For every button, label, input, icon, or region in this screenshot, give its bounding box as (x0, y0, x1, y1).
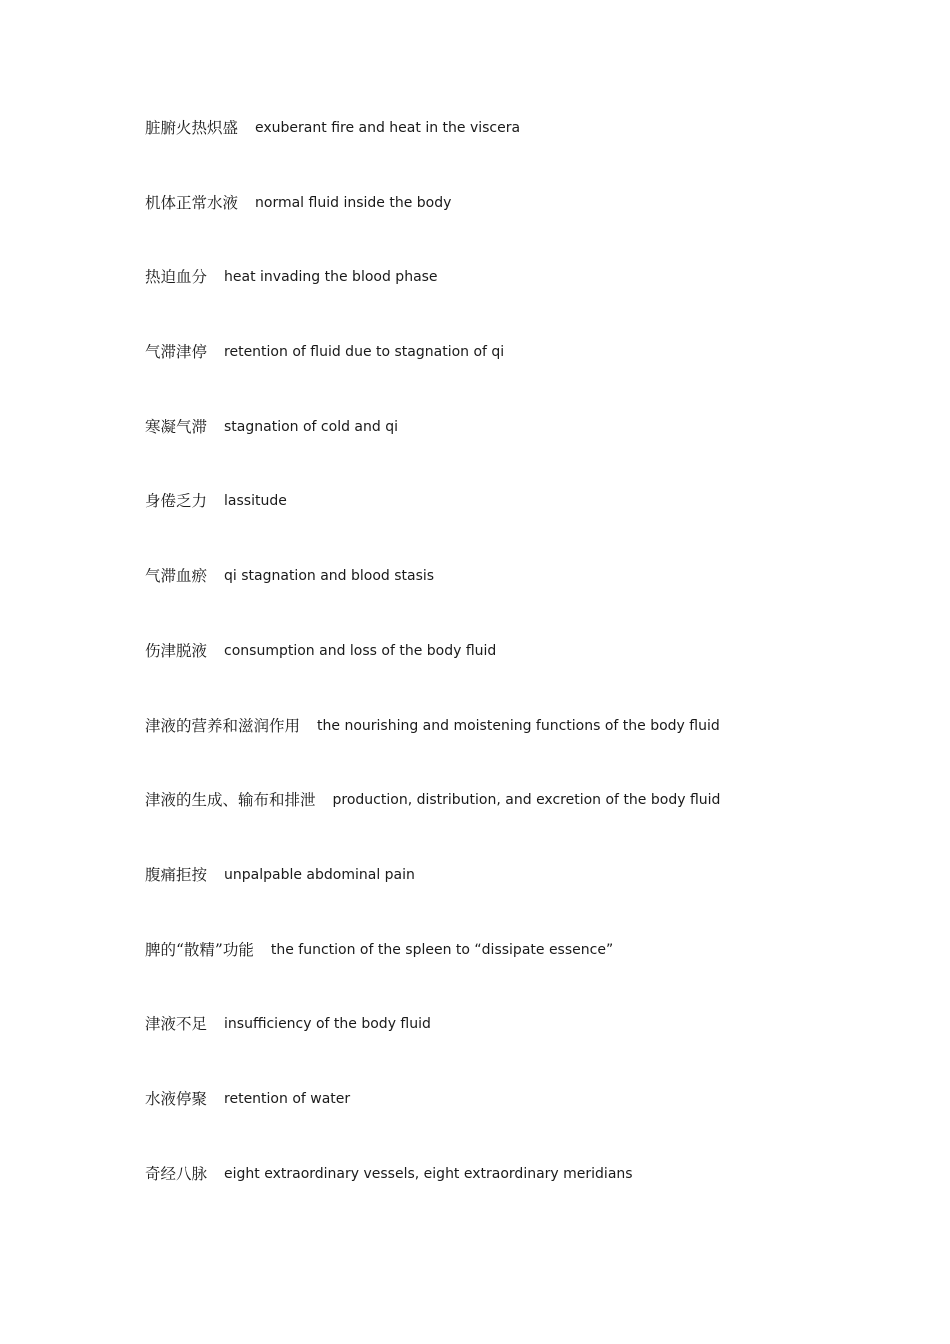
chinese-term: 脏腑火热炽盛 (145, 119, 239, 137)
glossary-list (145, 115, 885, 1235)
english-translation: qi stagnation and blood stasis (224, 568, 435, 585)
chinese-term: 脾的“散精”功能 (145, 940, 254, 959)
glossary-entry (145, 787, 885, 862)
glossary-entry (145, 264, 885, 339)
chinese-term: 机体正常水液 (145, 193, 239, 212)
chinese-term: 津液不足 (145, 1015, 208, 1034)
english-translation: stagnation of cold and qi (224, 418, 398, 435)
english-translation: lassitude (224, 493, 287, 510)
chinese-term: 津液的营养和滋润作用 (145, 716, 301, 735)
glossary-entry (145, 862, 885, 937)
english-translation: normal fluid inside the body (255, 194, 452, 211)
glossary-entry (145, 115, 885, 190)
glossary-entry (145, 563, 885, 638)
glossary-entry (145, 1086, 885, 1161)
english-translation: insufficiency of the body fluid (224, 1016, 431, 1033)
chinese-term: 气滞津停 (145, 343, 208, 362)
english-translation: production, distribution, and excretion of the body fluid (332, 792, 721, 809)
chinese-term: 寒凝气滞 (145, 417, 208, 436)
chinese-term: 热迫血分 (145, 268, 208, 287)
english-translation: eight extraordinary vessels, eight extraordinary meridians (224, 1165, 633, 1182)
english-translation: retention of water (224, 1090, 351, 1107)
chinese-term: 气滞血瘀 (145, 567, 208, 586)
glossary-entry (145, 937, 885, 1012)
english-translation: the nourishing and moistening functions of the body fluid (317, 717, 720, 734)
chinese-term: 身倦乏力 (145, 492, 208, 511)
glossary-entry (145, 488, 885, 563)
chinese-term: 津液的生成、输布和排泄 (145, 791, 316, 810)
glossary-entry (145, 414, 885, 489)
glossary-entry (145, 638, 885, 713)
chinese-term: 腹痛拒按 (145, 865, 208, 884)
glossary-entry (145, 339, 885, 414)
chinese-term: 奇经八脉 (145, 1164, 208, 1183)
english-translation: heat invading the blood phase (224, 269, 438, 286)
glossary-entry (145, 1161, 885, 1236)
chinese-term: 水液停聚 (145, 1089, 208, 1108)
glossary-entry (145, 1011, 885, 1086)
english-translation: unpalpable abdominal pain (224, 866, 415, 883)
english-translation: the function of the spleen to “dissipate essence” (270, 941, 614, 958)
chinese-term: 伤津脱液 (145, 641, 208, 660)
english-translation: consumption and loss of the body fluid (224, 642, 497, 659)
glossary-entry (145, 190, 885, 265)
english-translation: exuberant fire and heat in the viscera (255, 120, 521, 136)
english-translation: retention of fluid due to stagnation of qi (224, 344, 505, 361)
glossary-entry (145, 713, 885, 788)
